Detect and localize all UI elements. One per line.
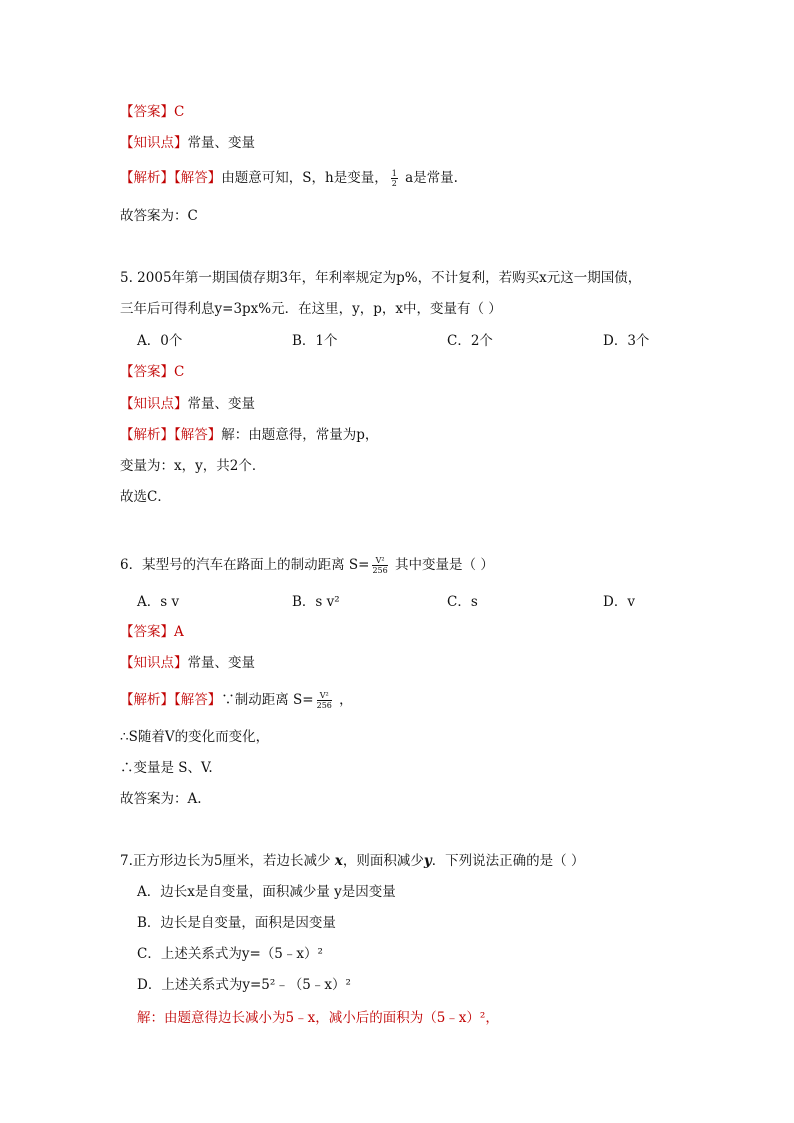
fraction-numerator: V² [317, 691, 332, 701]
q5-option-a: A．0个 [137, 333, 183, 349]
q7-stem-text: 7.正方形边长为5厘米，若边长减少 [120, 853, 335, 869]
q5-knowledge-line [120, 394, 255, 414]
q5-option-d: D．3个 [603, 333, 650, 349]
q7-stem-line [120, 851, 584, 871]
knowledge-tag: 【知识点】 [120, 135, 188, 151]
q7-option-a: A．边长x是自变量，面积减少量 y是因变量 [137, 884, 396, 900]
knowledge-value: 常量、变量 [187, 135, 255, 151]
knowledge-tag: 【知识点】 [120, 655, 188, 671]
q7-stem-text-2: ，则面积减少 [342, 853, 424, 869]
q6-answer-line [120, 622, 184, 642]
answer-tag: 【答案】 [120, 364, 174, 380]
q6-conclusion: 故答案为：A. [120, 791, 202, 807]
q5-answer-line [120, 362, 184, 382]
analysis-text: ∵制动距离 S= [221, 692, 314, 708]
variable-x: x [334, 853, 343, 869]
q5-conclusion: 故选C． [120, 489, 171, 505]
q5-stem-line-2: 三年后可得利息y=3px%元．在这里，y，p，x中，变量有（ ） [120, 301, 502, 317]
fraction-numerator: 1 [391, 169, 397, 178]
analysis-tag: 【解析】【解答】 [120, 692, 222, 708]
variable-y: y [423, 853, 432, 869]
q6-option-c: C．s [447, 594, 478, 610]
fraction-denominator: 2 [391, 179, 397, 188]
q6-analysis-line [120, 690, 353, 710]
analysis-text: 解：由题意得，常量为p， [221, 427, 379, 443]
q6-reason-line-2: ∴变量是 S、V. [120, 760, 213, 776]
q6-option-d: D．v [603, 594, 635, 610]
q4-knowledge-line [120, 133, 255, 153]
q6-stem-text-2: 其中变量是（ ） [390, 557, 494, 573]
q4-answer-line [120, 102, 184, 122]
q6-stem-text: 6．某型号的汽车在路面上的制动距离 S= [120, 557, 370, 573]
q7-stem-text-3: ．下列说法正确的是（ ） [431, 853, 585, 869]
q5-option-c: C．2个 [447, 333, 493, 349]
answer-value: C [174, 104, 185, 120]
q4-analysis-line [120, 168, 458, 188]
q7-option-d: D．上述关系式为y=5²﹣（5﹣x）² [137, 977, 351, 993]
knowledge-tag: 【知识点】 [120, 396, 188, 412]
q7-solution-line: 解：由题意得边长减小为5﹣x，减小后的面积为（5﹣x）²， [137, 1010, 499, 1026]
fraction [372, 556, 387, 575]
q6-stem-line [120, 555, 494, 575]
knowledge-value: 常量、变量 [187, 396, 255, 412]
answer-value: C [174, 364, 185, 380]
analysis-text: 由题意可知，S，h是变量， [221, 170, 388, 186]
q6-option-b: B．s v² [292, 594, 340, 610]
q7-option-c: C．上述关系式为y=（5﹣x）² [137, 946, 323, 962]
q5-option-b: B．1个 [292, 333, 338, 349]
analysis-text-2: ， [334, 692, 353, 708]
q7-option-b: B．边长是自变量，面积是因变量 [137, 915, 336, 931]
q6-reason-line-1: ∴S随着V的变化而变化， [120, 729, 270, 745]
knowledge-value: 常量、变量 [187, 655, 255, 671]
q6-knowledge-line [120, 653, 255, 673]
q5-stem-line-1: 5. 2005年第一期国债存期3年，年利率规定为p%，不计复利，若购买x元这一期国债， [120, 270, 642, 286]
fraction-denominator: 256 [372, 566, 388, 575]
fraction-denominator: 256 [316, 701, 332, 710]
analysis-tag: 【解析】【解答】 [120, 170, 222, 186]
q4-conclusion: 故答案为：C [120, 208, 198, 224]
q5-variables-line: 变量为：x，y，共2个． [120, 458, 266, 474]
answer-value: A [174, 624, 184, 640]
answer-tag: 【答案】 [120, 104, 174, 120]
answer-tag: 【答案】 [120, 624, 174, 640]
fraction [391, 169, 398, 188]
analysis-tag: 【解析】【解答】 [120, 427, 222, 443]
q6-option-a: A．s v [137, 594, 180, 610]
fraction [317, 691, 332, 710]
fraction-numerator: V² [372, 556, 387, 566]
q5-analysis-line [120, 425, 378, 445]
analysis-text-2: a是常量. [400, 170, 458, 186]
